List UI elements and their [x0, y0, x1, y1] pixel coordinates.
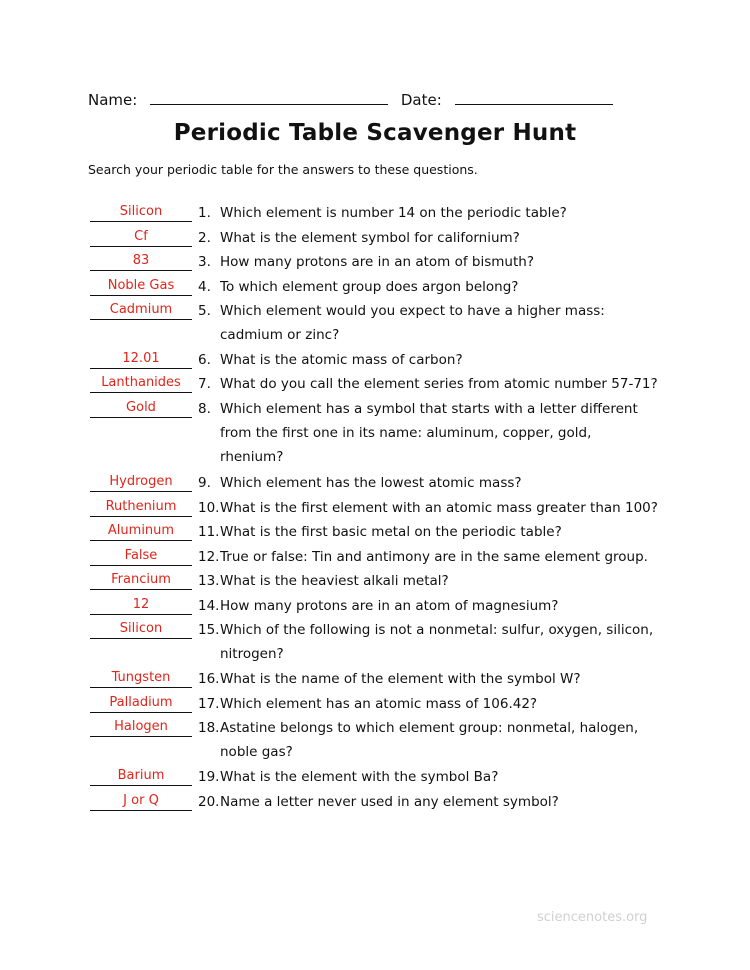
question-text: What is the name of the element with the symbol W? — [220, 671, 581, 687]
question-text: What is the first element with an atomic mass greater than 100? — [220, 499, 658, 516]
question-row — [0, 347, 750, 371]
question-row — [0, 200, 750, 224]
question-row — [0, 568, 750, 592]
answer-blank[interactable] — [90, 719, 192, 737]
answer-blank[interactable] — [90, 793, 192, 811]
answer-text: Hydrogen — [109, 474, 173, 489]
question-number: 10. — [198, 499, 220, 516]
question-line: nitrogen? — [220, 646, 284, 662]
answer-text: Silicon — [119, 621, 163, 636]
question-line: rhenium? — [220, 448, 284, 465]
question-line: Which element would you expect to have a higher mass: — [220, 303, 605, 319]
answer-text: Gold — [126, 399, 156, 415]
answer-text: Palladium — [109, 694, 173, 710]
answer-blank[interactable] — [90, 670, 192, 688]
question-line: Which element has a symbol that starts with a letter different — [220, 400, 638, 417]
question-number: 11. — [198, 524, 220, 540]
answer-text: Francium — [111, 572, 171, 587]
page-title: Periodic Table Scavenger Hunt — [173, 120, 577, 146]
question-text: How many protons are in an atom of magnesium? — [220, 597, 559, 614]
question-row — [0, 715, 750, 763]
question-text — [220, 397, 638, 469]
question-row — [0, 691, 750, 715]
answer-text: 12.01 — [122, 350, 160, 366]
question-number: 15. — [198, 622, 220, 638]
question-number: 4. — [198, 278, 211, 295]
question-number: 17. — [198, 695, 220, 712]
instructions: Search your periodic table for the answers to these questions. — [88, 162, 478, 177]
question-row — [0, 519, 750, 543]
question-number: 20. — [198, 793, 220, 810]
question-row — [0, 396, 750, 468]
question-number: 12. — [198, 548, 220, 565]
question-text — [220, 299, 605, 347]
answer-text: Noble Gas — [107, 277, 175, 293]
answer-blank[interactable] — [90, 768, 192, 786]
answer-text: Lanthanides — [101, 375, 181, 390]
question-number: 6. — [198, 351, 211, 368]
question-row — [0, 225, 750, 249]
answer-text: 12 — [132, 596, 150, 612]
question-row — [0, 544, 750, 568]
answer-text: Tungsten — [111, 670, 171, 685]
question-number: 1. — [198, 205, 211, 221]
answer-blank[interactable] — [90, 253, 192, 271]
answer-blank[interactable] — [90, 400, 192, 418]
question-text: Which element is number 14 on the periodic table? — [220, 205, 567, 221]
answer-text: Ruthenium — [105, 498, 177, 514]
question-row — [0, 495, 750, 519]
question-line: cadmium or zinc? — [220, 327, 340, 343]
question-number: 13. — [198, 573, 220, 589]
answer-text: Barium — [117, 768, 165, 783]
question-row — [0, 371, 750, 395]
question-number: 14. — [198, 597, 220, 614]
name-label: Name: — [88, 91, 138, 109]
question-number: 18. — [198, 720, 220, 736]
question-row — [0, 470, 750, 494]
answer-blank[interactable] — [90, 597, 192, 615]
answer-text: 83 — [132, 253, 150, 268]
answer-text: Silicon — [119, 204, 163, 219]
answer-text: Cf — [134, 228, 148, 244]
question-text: Name a letter never used in any element symbol? — [220, 793, 559, 810]
answer-blank[interactable] — [90, 302, 192, 320]
question-text: Which element has the lowest atomic mass? — [220, 475, 522, 491]
answer-blank[interactable] — [90, 523, 192, 541]
date-label: Date: — [400, 91, 442, 109]
question-number: 2. — [198, 229, 211, 246]
question-text: What is the element with the symbol Ba? — [220, 769, 499, 785]
question-text: What is the atomic mass of carbon? — [220, 351, 463, 368]
name-blank[interactable] — [150, 88, 388, 105]
answer-blank[interactable] — [90, 474, 192, 492]
answer-text: Halogen — [114, 719, 168, 734]
question-text: What is the element symbol for californium? — [220, 229, 520, 246]
answer-blank[interactable] — [90, 375, 192, 393]
question-text: What is the heaviest alkali metal? — [220, 573, 449, 589]
answer-text: False — [124, 547, 158, 563]
name-date-line — [88, 88, 613, 110]
answer-text: Aluminum — [107, 523, 175, 538]
question-number: 5. — [198, 303, 211, 319]
question-line: from the first one in its name: aluminum, copper, gold, — [220, 424, 592, 441]
answer-blank[interactable] — [90, 499, 192, 517]
question-text: True or false: Tin and antimony are in the same element group. — [220, 548, 648, 565]
answer-blank[interactable] — [90, 351, 192, 369]
question-number: 8. — [198, 400, 211, 417]
question-text: What do you call the element series from atomic number 57-71? — [220, 376, 658, 392]
question-number: 3. — [198, 254, 211, 270]
question-number: 16. — [198, 671, 220, 687]
question-row — [0, 764, 750, 788]
question-row — [0, 298, 750, 346]
question-number: 19. — [198, 769, 220, 785]
question-line: Which of the following is not a nonmetal: sulfur, oxygen, silicon, — [220, 622, 654, 638]
answer-blank[interactable] — [90, 229, 192, 247]
question-row — [0, 593, 750, 617]
watermark: sciencenotes.org — [537, 910, 648, 925]
question-number: 9. — [198, 475, 211, 491]
question-text: Which element has an atomic mass of 106.42? — [220, 695, 538, 712]
question-line: Astatine belongs to which element group: nonmetal, halogen, — [220, 720, 639, 736]
answer-blank[interactable] — [90, 548, 192, 566]
answer-blank[interactable] — [90, 204, 192, 222]
question-text — [220, 618, 653, 666]
question-row — [0, 249, 750, 273]
question-text: What is the first basic metal on the periodic table? — [220, 524, 562, 540]
question-row — [0, 789, 750, 813]
question-text: To which element group does argon belong? — [220, 278, 519, 295]
answer-blank[interactable] — [90, 621, 192, 639]
question-row — [0, 617, 750, 665]
question-text — [220, 716, 638, 764]
date-blank[interactable] — [455, 88, 613, 105]
question-row — [0, 666, 750, 690]
question-line: noble gas? — [220, 744, 293, 760]
answer-blank[interactable] — [90, 278, 192, 296]
question-text: How many protons are in an atom of bismuth? — [220, 254, 535, 270]
answer-blank[interactable] — [90, 572, 192, 590]
question-row — [0, 274, 750, 298]
answer-blank[interactable] — [90, 695, 192, 713]
answer-text: Cadmium — [109, 302, 173, 317]
question-number: 7. — [198, 376, 211, 392]
answer-text: J or Q — [123, 792, 159, 808]
